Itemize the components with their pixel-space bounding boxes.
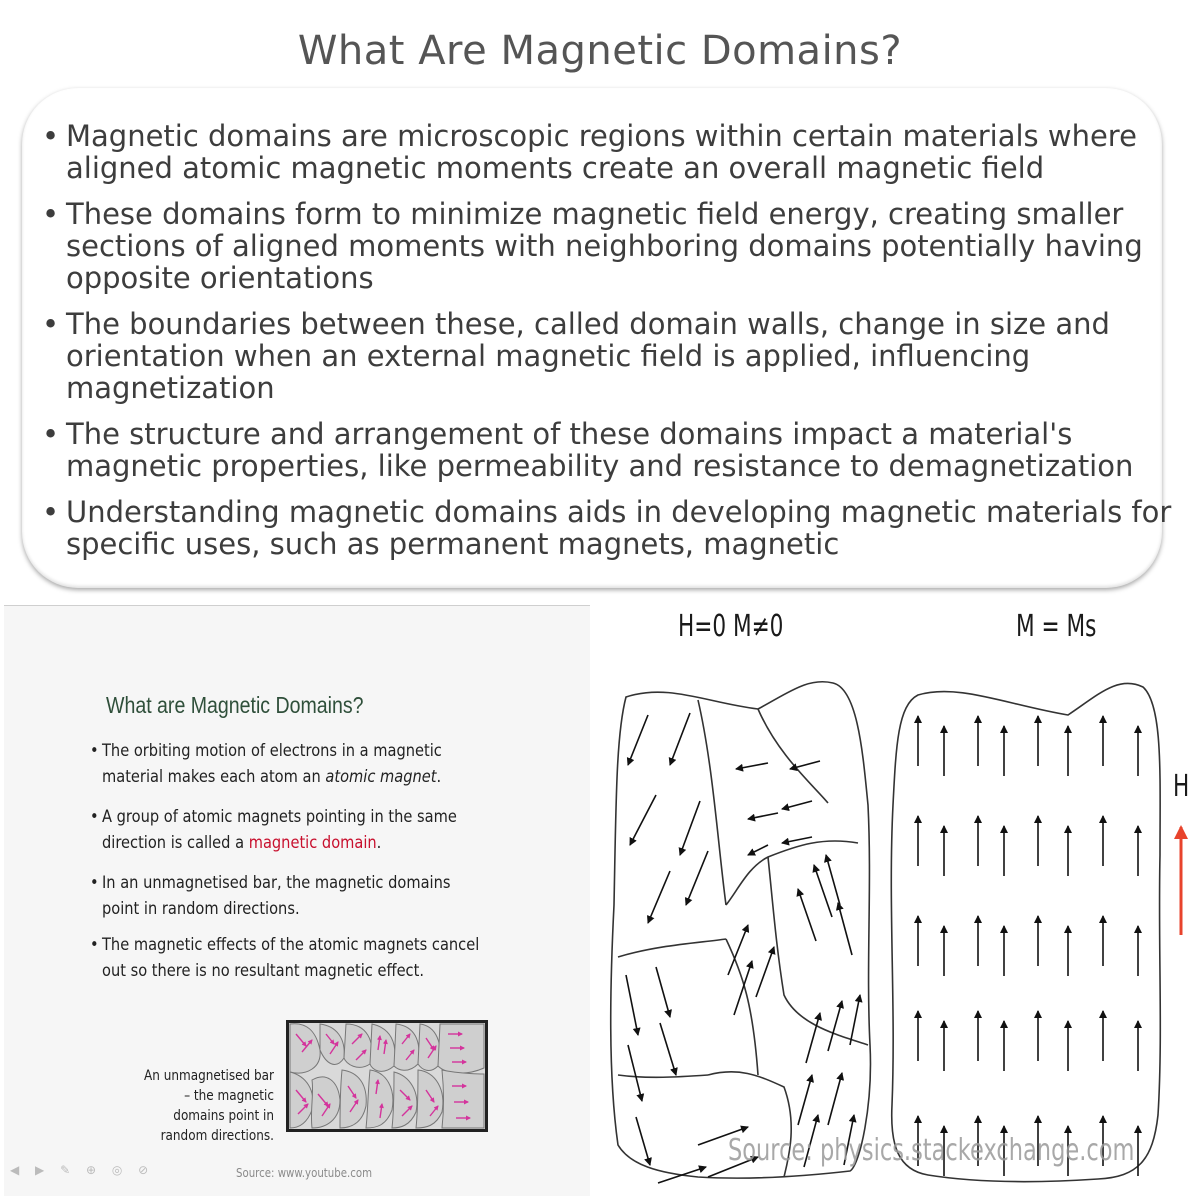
moment-arrow	[798, 889, 816, 941]
bullet-item: • The boundaries between these, called domain walls, change in size and orientation when an external magnetic field is applied, influencing magnetization	[42, 308, 1192, 404]
moment-arrow	[756, 947, 774, 997]
moment-arrow	[828, 1001, 842, 1051]
bar-caption: An unmagnetised bar – the magnetic domains point in random directions.	[144, 1068, 274, 1144]
moment-arrow	[656, 967, 670, 1017]
moment-arrow	[782, 801, 812, 809]
moment-arrow	[626, 975, 638, 1035]
moment-arrow	[736, 763, 768, 769]
moment-arrow	[748, 845, 768, 855]
field-label: H	[1173, 769, 1190, 804]
bullet-item: • These domains form to minimize magnetic field energy, creating smaller sections of aligned moments with neighboring domains potentially having opposite orientations	[42, 198, 1192, 294]
slide-bullet: • A group of atomic magnets pointing in the same direction is called a magnetic domain.	[89, 807, 457, 853]
bullet-item: • Understanding magnetic domains aids in developing magnetic materials for specific uses, such as permanent magnets, magnetic	[42, 496, 1192, 560]
bullet-item: • Magnetic domains are microscopic regions within certain materials where aligned atomic magnetic moments create an overall magnetic field	[42, 120, 1192, 184]
moment-arrow	[748, 813, 778, 819]
moment-arrow	[628, 1045, 642, 1101]
moment-arrow	[814, 865, 832, 917]
figure-source-watermark: Source: physics.stackexchange.com	[728, 1133, 1135, 1168]
moment-arrow	[658, 1167, 706, 1183]
bullet-list	[42, 120, 1192, 586]
moment-arrow	[630, 795, 656, 845]
moment-arrow	[648, 871, 670, 923]
unmagnetised-bar-figure	[286, 1020, 488, 1132]
moment-arrow	[628, 715, 648, 765]
moment-arrow	[782, 837, 812, 843]
moment-arrow	[826, 855, 840, 905]
moment-arrow	[680, 801, 700, 855]
slide-bullet: • In an unmagnetised bar, the magnetic domains point in random directions.	[89, 873, 451, 919]
slide-controls: ◀ ▶ ✎ ⊕ ◎ ⊘	[10, 1163, 155, 1177]
moment-arrow	[798, 1075, 812, 1125]
slide-bullet: • The orbiting motion of electrons in a magnetic material makes each atom an atomic magnet.	[89, 741, 442, 787]
moment-arrow	[660, 1023, 676, 1075]
moment-arrow	[670, 713, 690, 765]
domain-diagram	[598, 605, 1196, 1195]
aligned-moment-arrows	[918, 716, 1138, 1176]
magnetic-domain-highlight: magnetic domain	[248, 833, 377, 853]
moment-arrow	[850, 995, 860, 1045]
random-domains-panel	[611, 682, 871, 1178]
bullet-item: • The structure and arrangement of these domains impact a material's magnetic properties, like permeability and resistance to demagnetization	[42, 418, 1192, 482]
moment-arrow	[686, 851, 708, 905]
domain-drawing	[598, 605, 1196, 1195]
moment-arrow	[828, 1073, 842, 1125]
slide-title: What are Magnetic Domains?	[106, 692, 364, 718]
slide-bullet: • The magnetic effects of the atomic magnets cancel out so there is no resultant magnetic effect.	[89, 935, 480, 981]
left-panel-label: H=0 M≠0	[678, 609, 784, 644]
slide-source: Source: www.youtube.com	[236, 1166, 373, 1180]
slide-image	[4, 605, 590, 1196]
page-title: What Are Magnetic Domains?	[297, 28, 903, 74]
moment-arrow	[636, 1117, 650, 1165]
aligned-domains-panel	[891, 683, 1160, 1181]
moment-arrow	[838, 903, 852, 955]
right-panel-label: M = Ms	[1016, 609, 1097, 644]
